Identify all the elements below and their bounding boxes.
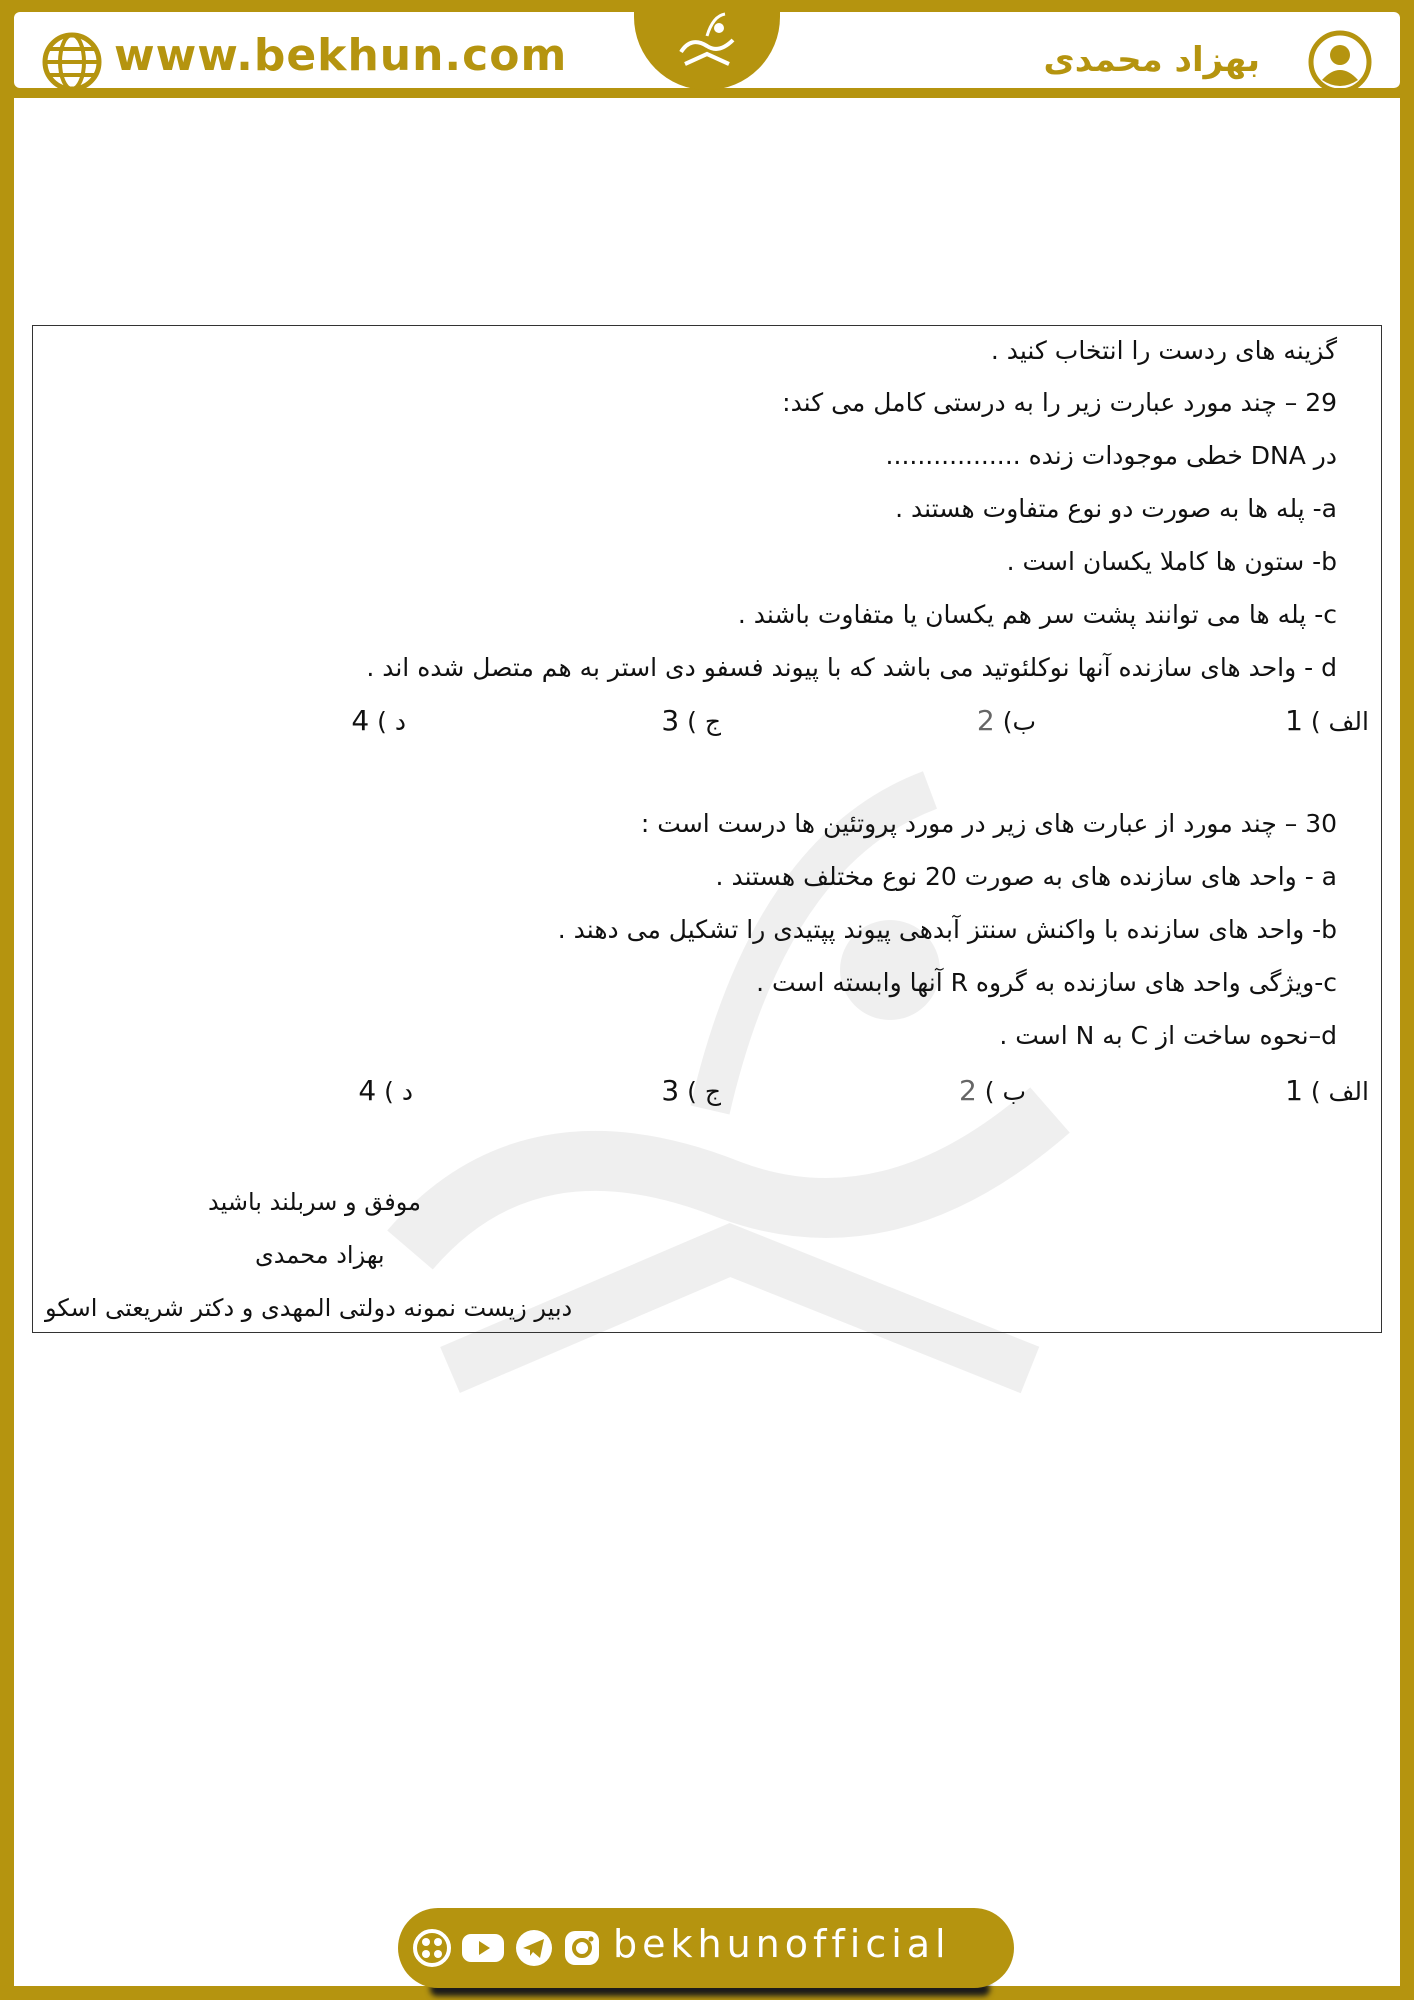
- option-value: 4: [351, 704, 370, 737]
- q29-item-d: d - واحد های سازنده آنها نوکلئوتید می باشد که با پیوند فسفو دی استر به هم متصل شده اند .: [366, 653, 1337, 682]
- option-value: 1: [1285, 1074, 1303, 1107]
- q30-title: 30 – چند مورد از عبارت های زیر در مورد پروتئین ها درست است :: [640, 809, 1337, 838]
- q30-option-2[interactable]: [959, 1074, 1026, 1107]
- option-label: د ): [377, 707, 406, 736]
- telegram-icon[interactable]: [514, 1928, 554, 1968]
- q30-item-d: d–نحوه ساخت از C به N است .: [999, 1021, 1337, 1050]
- option-label: ب ): [984, 1077, 1026, 1106]
- q29-title: 29 – چند مورد عبارت زیر را به درستی کامل می کند:: [782, 388, 1337, 417]
- option-value: 3: [661, 704, 680, 737]
- instagram-icon[interactable]: [562, 1928, 602, 1968]
- signature-name: بهزاد محمدی: [255, 1241, 385, 1269]
- option-value: 1: [1285, 704, 1303, 737]
- social-handle[interactable]: bekhunofficial: [613, 1922, 951, 1966]
- q29-option-4[interactable]: [351, 704, 406, 737]
- option-label: ب): [1002, 707, 1036, 736]
- option-value: 4: [358, 1074, 377, 1107]
- q30-item-c: c-ویژگی واحد های سازنده به گروه R آنها وابسته است .: [756, 968, 1337, 997]
- q30-option-4[interactable]: [358, 1074, 413, 1107]
- header-bar: [0, 0, 1414, 98]
- q29-item-c: c- پله ها می توانند پشت سر هم یکسان یا متفاوت باشند .: [737, 600, 1337, 629]
- q29-stem: در DNA خطی موجودات زنده .................: [885, 441, 1337, 470]
- question-box: [32, 325, 1382, 1333]
- option-label: الف ): [1310, 1077, 1369, 1106]
- signature-role: دبیر زیست نمونه دولتی المهدی و دکتر شریعتی اسکو: [45, 1294, 573, 1322]
- q29-item-b: b- ستون ها کاملا یکسان است .: [1006, 547, 1337, 576]
- option-value: 2: [958, 1074, 977, 1107]
- header-author-name: بهزاد محمدی: [1043, 40, 1260, 80]
- instruction-text: گزینه های ردست را انتخاب کنید .: [990, 336, 1337, 365]
- q29-option-1[interactable]: [1285, 704, 1369, 737]
- logo-icon: [667, 6, 747, 86]
- option-label: د ): [384, 1077, 413, 1106]
- q29-option-3[interactable]: [661, 704, 721, 737]
- youtube-icon[interactable]: [460, 1928, 506, 1968]
- signature-wish: موفق و سربلند باشید: [208, 1188, 421, 1216]
- q30-item-a: a - واحد های سازنده های به صورت 20 نوع مختلف هستند .: [715, 862, 1337, 891]
- q30-option-1[interactable]: [1285, 1074, 1369, 1107]
- option-label: ج ): [687, 1077, 721, 1106]
- option-label: ج ): [687, 707, 721, 736]
- user-circle-icon: [1308, 30, 1372, 94]
- q30-item-b: b- واحد های سازنده با واکنش سنتز آبدهی پیوند پپتیدی را تشکیل می دهند .: [557, 915, 1337, 944]
- q29-option-2[interactable]: [977, 704, 1036, 737]
- globe-icon: [42, 32, 102, 92]
- aparat-icon[interactable]: [412, 1928, 452, 1968]
- q30-option-3[interactable]: [661, 1074, 721, 1107]
- option-value: 2: [976, 704, 995, 737]
- q29-item-a: a- پله ها به صورت دو نوع متفاوت هستند .: [895, 494, 1337, 523]
- footer-social-bar: [398, 1908, 1014, 1988]
- site-url-link[interactable]: www.bekhun.com: [114, 30, 568, 81]
- option-label: الف ): [1310, 707, 1369, 736]
- option-value: 3: [661, 1074, 680, 1107]
